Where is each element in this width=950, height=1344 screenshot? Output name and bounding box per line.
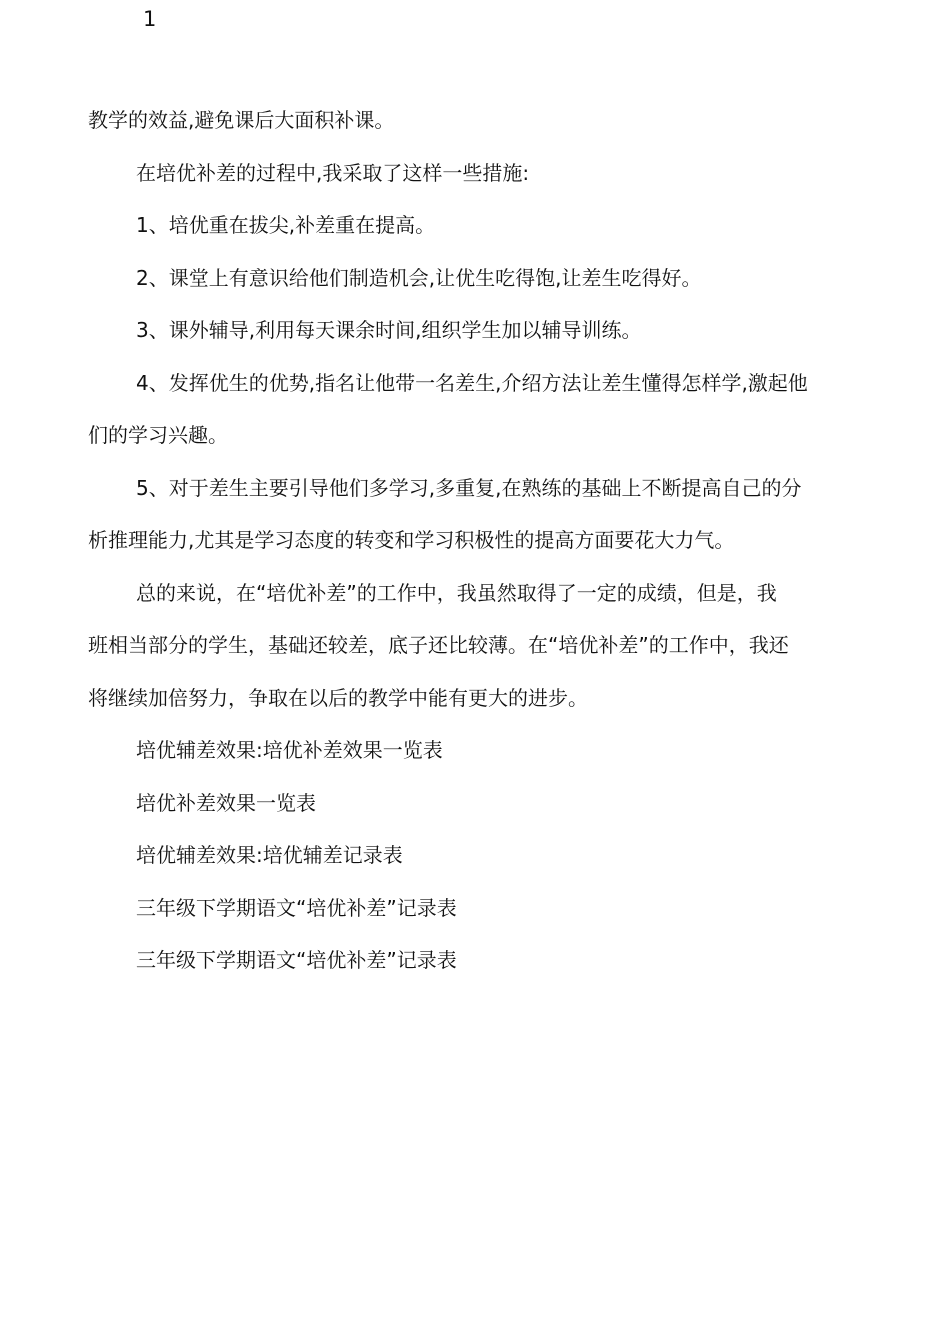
text-line: 们的学习兴趣。 — [88, 423, 228, 447]
list-item: 1、培优重在拔尖,补差重在提高。 — [136, 213, 436, 237]
text-line: 教学的效益,避免课后大面积补课。 — [88, 108, 395, 132]
list-item: 5、对于差生主要引导他们多学习,多重复,在熟练的基础上不断提高自己的分 — [136, 475, 802, 500]
page-number: 1 — [143, 7, 157, 31]
document-body — [88, 107, 868, 1000]
section-heading: 培优辅差效果:培优补差效果一览表 — [136, 738, 443, 762]
section-heading: 三年级下学期语文“培优补差”记录表 — [136, 895, 457, 920]
text-line: 在培优补差的过程中,我采取了这样一些措施: — [136, 160, 530, 185]
section-heading: 三年级下学期语文“培优补差”记录表 — [136, 948, 457, 972]
text-line: 总的来说，在“培优补差”的工作中，我虽然取得了一定的成绩，但是，我 — [136, 580, 777, 605]
text-line: 析推理能力,尤其是学习态度的转变和学习积极性的提高方面要花大力气。 — [88, 528, 735, 552]
section-heading: 培优辅差效果:培优辅差记录表 — [136, 843, 403, 867]
list-item: 4、发挥优生的优势,指名让他带一名差生,介绍方法让差生懂得怎样学,激起他 — [136, 370, 808, 395]
text-line: 班相当部分的学生，基础还较差，底子还比较薄。在“培优补差”的工作中，我还 — [88, 633, 789, 657]
section-heading: 培优补差效果一览表 — [136, 790, 316, 815]
list-item: 2、课堂上有意识给他们制造机会,让优生吃得饱,让差生吃得好。 — [136, 265, 702, 290]
text-line: 将继续加倍努力，争取在以后的教学中能有更大的进步。 — [88, 685, 588, 710]
list-item: 3、课外辅导,利用每天课余时间,组织学生加以辅导训练。 — [136, 318, 642, 342]
